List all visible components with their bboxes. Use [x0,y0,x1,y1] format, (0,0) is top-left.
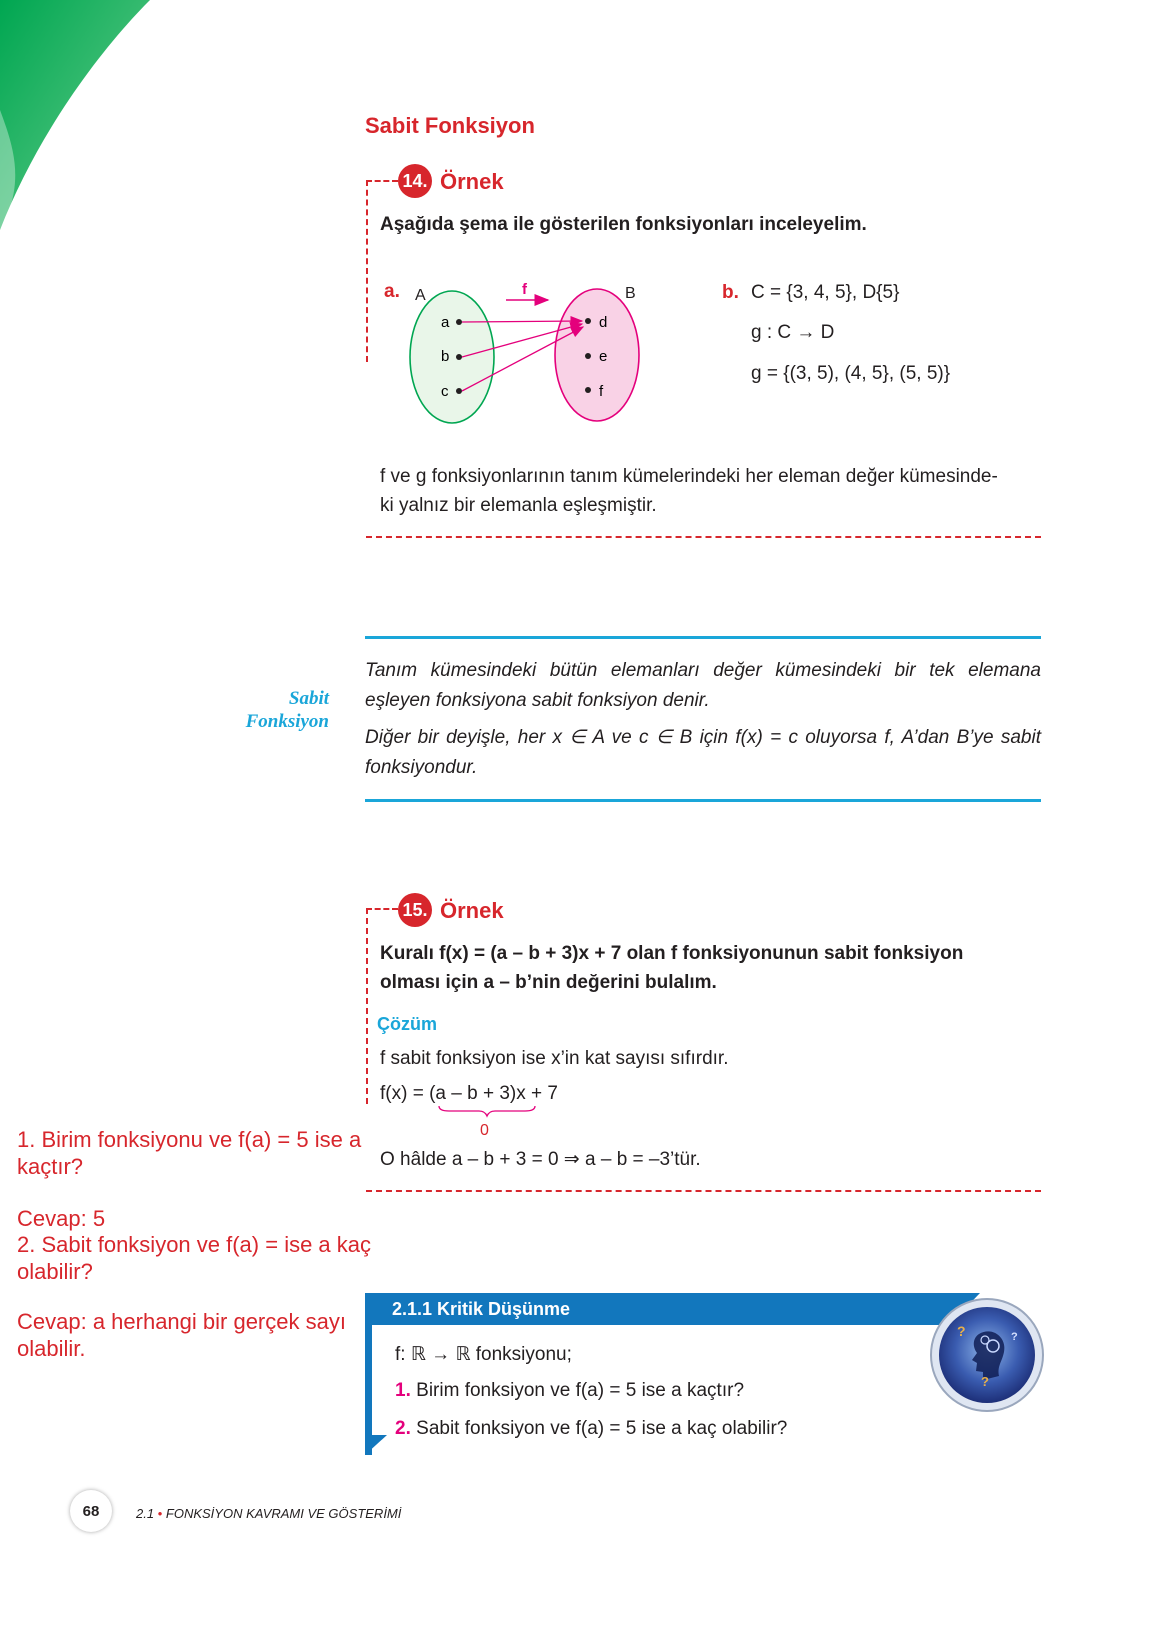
example14-separator [366,536,1041,538]
example14-label: Örnek [440,169,504,194]
example14-badge: 14. [398,164,432,198]
critical-item-2-text: Sabit fonksiyon ve f(a) = 5 ise a kaç olabilir? [416,1418,788,1439]
example15-label: Örnek [440,898,504,923]
point-b [456,354,462,360]
definition-top-rule [365,636,1041,639]
solution-line2: f(x) = (a – b + 3)x + 7 [380,1083,558,1104]
critical-item-1-text: Birim fonksiyon ve f(a) = 5 ise a kaçtır? [416,1380,745,1401]
example14-frame-left [366,180,368,362]
set-a-element: c [441,383,449,400]
page-number: 68 [70,1490,112,1532]
example15-frame-top [366,908,398,910]
brace-value: 0 [480,1122,489,1139]
underbrace [437,1104,537,1118]
svg-text:?: ? [957,1323,966,1339]
note-answer-1: Cevap: 5 [17,1206,106,1231]
example15-question-line2: olması için a – b’nin değerini bulalım. [380,972,717,993]
footer-bullet: • [157,1506,163,1521]
point-e [585,353,591,359]
conclusion-line2: ki yalnız bir elemanla eşleşmiştir. [380,495,657,516]
solution-label: Çözüm [377,1014,437,1034]
example15-separator [366,1190,1041,1192]
example15-frame-left [366,908,368,1104]
set-a-element: a [441,314,450,331]
footer-chapter-title: FONKSİYON KAVRAMI VE GÖSTERİMİ [165,1506,402,1521]
definition-para1: Tanım kümesindeki bütün elemanları değer kümesindeki bir tek elemana eşleyen fonksiyona sabit fonksiyon denir. [365,660,1041,711]
critical-corner [365,1435,387,1455]
conclusion-line1: f ve g fonksiyonlarının tanım kümelerindeki her eleman değer kümesinde- [380,466,998,487]
set-b-element: f [599,383,604,400]
critical-left-bar [365,1293,372,1455]
part-b-label: b. [722,282,739,303]
svg-text:?: ? [1011,1331,1018,1343]
note-question-1: 1. Birim fonksiyonu ve f(a) = 5 ise a kaçtır? [17,1127,362,1179]
critical-item-2-num: 2. [395,1418,411,1439]
part-a-label: a. [384,281,400,302]
critical-item-2 [395,1418,787,1440]
definition-para2: Diğer bir deyişle, her x ∈ A ve c ∈ B için f(x) = c oluyorsa f, A’dan B’ye sabit fonksiyondur. [365,727,1041,778]
critical-item-1-num: 1. [395,1380,411,1401]
svg-text:?: ? [981,1374,989,1389]
part-b-line3: g = {(3, 5), (4, 5}, (5, 5)} [751,363,951,384]
example14-frame-top [366,180,398,182]
example14-question: Aşağıda şema ile gösterilen fonksiyonları inceleyelim. [380,214,867,235]
point-d [585,318,591,324]
set-b-element: d [599,314,608,331]
set-a-name: A [415,287,426,304]
set-b-element: e [599,348,608,365]
example15-question-line1: Kuralı f(x) = (a – b + 3)x + 7 olan f fonksiyonunun sabit fonksiyon [380,943,964,964]
set-a-element: b [441,348,450,365]
definition-bottom-rule [365,799,1041,802]
part-b-line1: C = {3, 4, 5}, D{5} [751,282,900,303]
definition-side-label-1: Sabit [288,688,329,709]
critical-intro: f: ℝ → ℝ fonksiyonu; [395,1344,572,1365]
critical-item-1 [395,1380,744,1402]
note-question-2: 2. Sabit fonksiyon ve f(a) = ise a kaç olabilir? [17,1232,372,1284]
solution-line3: O hâlde a – b + 3 = 0 ⇒ a – b = –3’tür. [380,1149,701,1170]
note-answer-2: Cevap: a herhangi bir gerçek sayı olabilir. [17,1308,367,1362]
set-b-name: B [625,285,636,302]
footer-chapter-num: 2.1 [136,1506,155,1521]
mapping-diagram [400,270,660,430]
point-c [456,388,462,394]
corner-decoration [0,0,160,240]
definition-side-label-2: Fonksiyon [245,711,329,732]
solution-line1: f sabit fonksiyon ise x’in kat sayısı sıfırdır. [380,1048,729,1069]
set-a-ellipse [410,291,494,423]
part-b-line2: g : C → D [751,322,835,343]
point-a [456,319,462,325]
brain-thinking-icon [927,1296,1047,1414]
critical-header-text: 2.1.1 Kritik Düşünme [392,1299,571,1319]
function-name: f [522,281,527,298]
set-b-ellipse [555,289,639,421]
section-title: Sabit Fonksiyon [365,113,535,138]
footer-chapter [136,1506,401,1521]
point-f [585,387,591,393]
example15-badge: 15. [398,893,432,927]
